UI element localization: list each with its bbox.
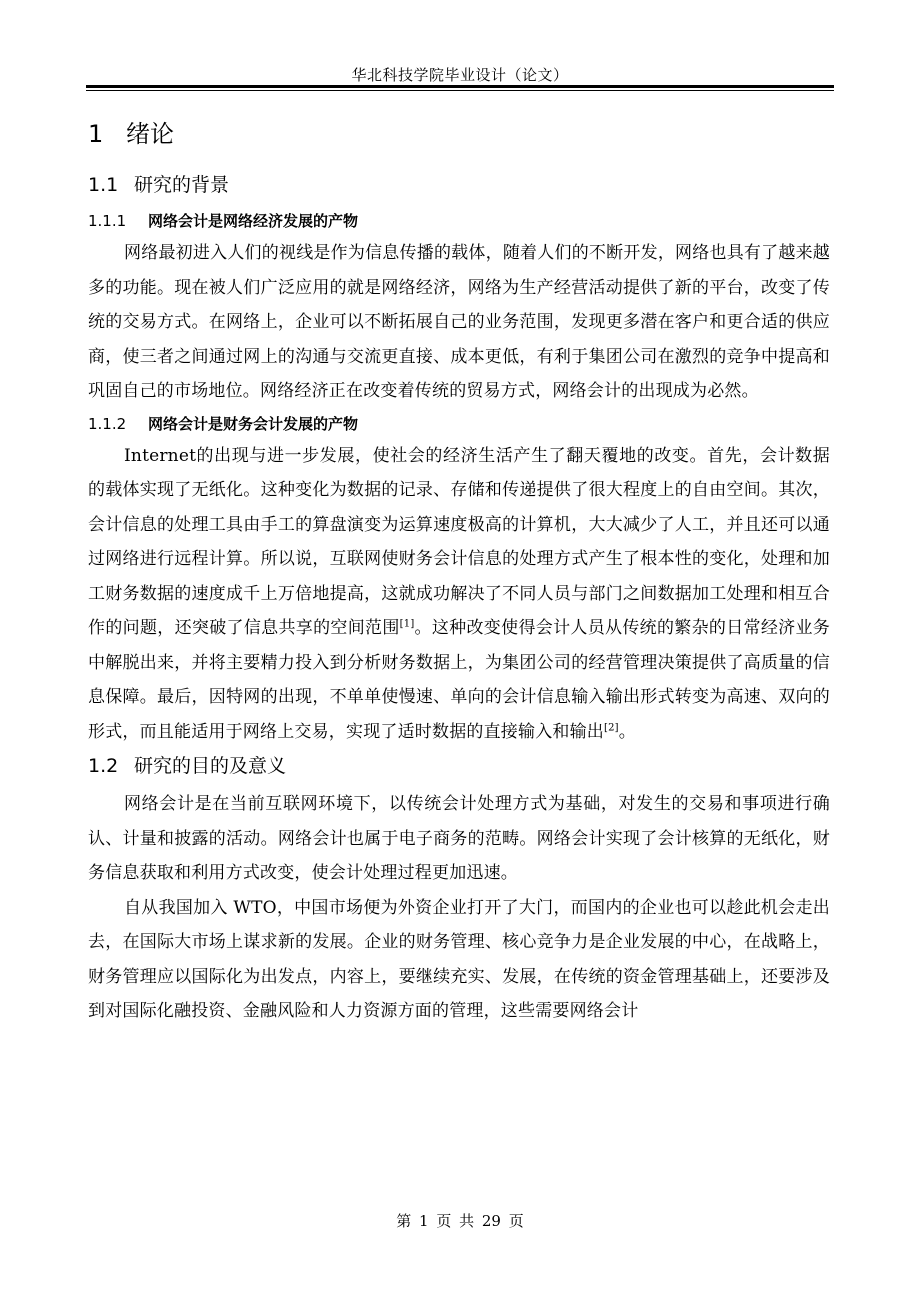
paragraph-text-part3: 。 xyxy=(618,721,636,742)
paragraph-financial-accounting xyxy=(88,439,830,750)
section-number-1-1: 1.1 xyxy=(88,174,119,196)
subsection-number-1-1-1: 1.1.1 xyxy=(88,212,127,230)
subsection-title-1-1-2: 网络会计是财务会计发展的产物 xyxy=(148,414,359,433)
section-title-1-2: 研究的目的及意义 xyxy=(134,755,287,777)
section-number-1-2: 1.2 xyxy=(88,755,119,777)
header-rule-thin xyxy=(86,90,834,91)
header-rule-thick xyxy=(86,85,834,88)
subsection-title-1-1-1: 网络会计是网络经济发展的产物 xyxy=(148,212,359,230)
chapter-number: 1 xyxy=(88,120,104,148)
citation-ref-1: [1] xyxy=(399,618,415,630)
citation-ref-2: [2] xyxy=(604,721,619,733)
section-heading-1-2 xyxy=(88,749,830,787)
page-content xyxy=(88,112,830,1029)
section-title-1-1: 研究的背景 xyxy=(134,174,230,196)
chapter-heading xyxy=(88,112,830,168)
section-heading-1-1 xyxy=(88,168,830,206)
paragraph-text-part2: 。这种改变使得会计人员从传统的繁杂的日常经济业务中解脱出来，并将主要精力投入到分析财务数据上，为集团公司的经营管理决策提供了高质量的信息保障。最后，因特网的出现，不单单使慢速、单向的会计信息输入输出形式转变为高速、双向的形式，而且能适用于网络上交易，实现了适时数据的直接输入和输出 xyxy=(88,618,830,742)
subsection-number-1-1-2: 1.1.2 xyxy=(88,414,127,433)
subsection-heading-1-1-1 xyxy=(88,206,830,236)
chapter-title: 绪论 xyxy=(126,120,174,148)
paragraph-purpose-1: 网络会计是在当前互联网环境下，以传统会计处理方式为基础，对发生的交易和事项进行确认、计量和披露的活动。网络会计也属于电子商务的范畴。网络会计实现了会计核算的无纸化，财务信息获取和利用方式改变，使会计处理过程更加迅速。 xyxy=(88,794,830,883)
subsection-heading-1-1-2 xyxy=(88,409,830,439)
paragraph-text-part1: Internet的出现与进一步发展，使社会的经济生活产生了翻天覆地的改变。首先，会计数据的载体实现了无纸化。这种变化为数据的记录、存储和传递提供了很大程度上的自由空间。其次，会计信息的处理工具由手工的算盘演变为运算速度极高的计算机，大大减少了人工，并且还可以通过网络进行远程计算。所以说，互联网使财务会计信息的处理方式产生了根本性的变化，处理和加工财务数据的速度成千上万倍地提高，这就成功解决了不同人员与部门之间数据加工处理和相互合作的问题，还突破了信息共享的空间范围 xyxy=(88,445,830,638)
page-footer: 第 1 页 共 29 页 xyxy=(396,1212,524,1230)
paragraph-network-economy: 网络最初进入人们的视线是作为信息传播的载体，随着人们的不断开发，网络也具有了越来越多的功能。现在被人们广泛应用的就是网络经济，网络为生产经营活动提供了新的平台，改变了传统的交易方式。在网络上，企业可以不断拓展自己的业务范围，发现更多潜在客户和更合适的供应商，使三者之间通过网上的沟通与交流更直接、成本更低，有利于集团公司在激烈的竞争中提高和巩固自己的市场地位。网络经济正在改变着传统的贸易方式，网络会计的出现成为必然。 xyxy=(88,243,830,401)
running-header: 华北科技学院毕业设计（论文） xyxy=(351,66,569,84)
paragraph-purpose-2: 自从我国加入 WTO，中国市场便为外资企业打开了大门，而国内的企业也可以趁此机会走出去，在国际大市场上谋求新的发展。企业的财务管理、核心竞争力是企业发展的中心，在战略上，财务管理应以国际化为出发点，内容上，要继续充实、发展，在传统的资金管理基础上，还要涉及到对国际化融投资、金融风险和人力资源方面的管理，这些需要网络会计 xyxy=(88,897,830,1021)
